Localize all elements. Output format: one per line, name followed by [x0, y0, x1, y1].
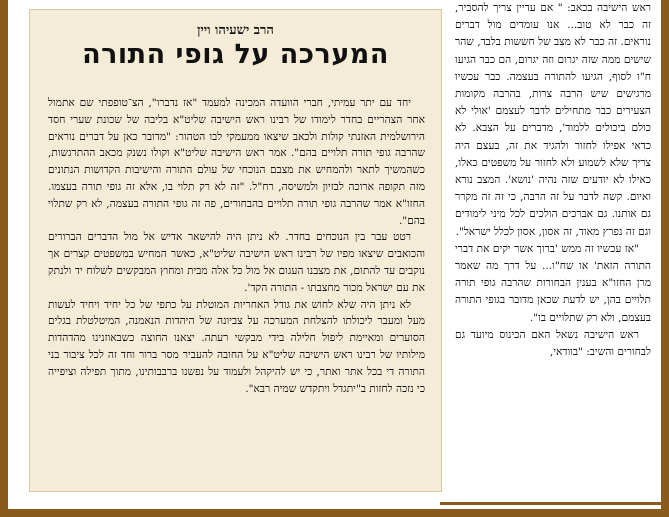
- newspaper-page: [8, 0, 661, 509]
- article-byline: הרב ישעיהו ויין: [197, 23, 274, 38]
- article-paragraph: לא ניתן היה שלא לחוש את גודל האחריות המוטלת על כתפי של כל יחיד ויחיד לעשות מעל ומעבר ליכולתו להצלחת המערכה על צביונה של היהדות הנאמנה, המיטלטלת בגלים הסוערים ומאיימת ליפול חלילה בידי מבקשי רעתה. יצאנו החוצה כשבאוזנינו מהדהדות מילותיו של רבינו ראש הישיבה שליט"א על החובה להעביר מסר ברור וחד זה לכל ציבור בני התורה די בכל אתר ואתר, כי יש להיקהל ולעמוד על נפשנו ברבבותינו, מתוך תפילה וציפייה כי נזכה לחזות ב"יתגדל ויתקדש שמיה רבא".: [48, 298, 425, 395]
- side-paragraph: "אז עכשיו זה ממש 'ברוך אשר יקים את דברי התורה הזאת' או שח"ו... על דרך מה שאמר מרן החזו"א בענין הבחורות שהרבה גופי תורה תלויים בהן, יש לדעת שכאן מדובר בגופי התורה בעצמם, ולא רק שתלויים בו".: [455, 242, 651, 324]
- side-column: [455, 0, 651, 500]
- article-headline: המערכה על גופי התורה: [82, 39, 389, 70]
- article-body: [48, 95, 425, 397]
- article-paragraph: יחד עם יתר עמיתי, חברי הוועדה המכינה למעמד "אז נדברו", הצ־טופפתי שם אתמול אחר הצהריים בחדר לימודו של רבינו ראש הישיבה שליט"א בליבה של שכונת שערי חסד הירושלמית האזנתי קולות ולכאב שיצאו ממעמקי לבו הטהור: "מדובר כאן על דברים נוראים שהרבה גופי תורה תלויים בהם". אמר ראש הישיבה שליט"א וקולו נשנק מכאב ההתרגשות, כשהמשיך לתאר ולהמחיש את מצבם הנוכחי של עולם התורה והישיבות הקדושות הנתונים מזה תקופה ארוכה לבזיון ולמשיסה, רח"ל. "זה לא רק תלוי בו, אלא זה גופי תורה בעצמו. החזו"א אמר שהרבה גופי תורה תלויים בהבחורים, פה זה גופי התורה בעצמה, לא רק שתלוי בהם".: [48, 97, 425, 227]
- side-paragraph: ראש הישיבה בכאב: " אם עדיין צריך להסביר, זה כבר לא טוב... אנו עומדים מול דברים נוראים. זה כבר לא מצב של חששות בלבד, שהר שישים ממה שזה יגרום וזה יגרום, הם כבר הגיעו ח"ו לסוף, הגיעו להתורה בעצמה. כבר עכשיו מרגישים שיש הרבה צרות, בהרבה מקומות הצעירים כבר מתחילים לדבר לעצמם 'אולי לא כולם ביכולים ללמוד', מדברים על הצבא. לא כדאי אפילו לחזור ולהגיד את זה, בעצם היה צריך שלא לשמוע ולא לחזור על משפטים כאלו, כאילו לא יודעים שזה נהיה 'נושא'. המצב נורא ואיום. קשה לדבר על זה הרבה, כי זה זה מקרר גם אותנו. גם אברכים הולכים לכל מיני לימודים וגם זה נפרץ מאוד, זה אסון, אסון לכלל ישראל".: [455, 2, 651, 238]
- article-box: [29, 9, 442, 492]
- side-paragraph: ראש הישיבה נשאל האם הכינוס מיועד גם לבחורים והשיב: "בוודאי,: [455, 328, 651, 359]
- bottom-rule: [440, 502, 665, 505]
- article-paragraph: רטט עבר בין הנוכחים בחדר. לא ניתן היה להישאר אדיש אל מול הדברים הברורים והכואבים שיצאו מפיו של רבינו ראש הישיבה שליט"א, כאשר המחיש במשפטים קצרים אך נוקבים עד להתום, את מצבנו העגום אל מול כל אלה מבית ומחוץ המבקשים לשלוח יד ולנתק את עם ישראל מכור מחצבתו - התורה הקד'.: [48, 231, 425, 294]
